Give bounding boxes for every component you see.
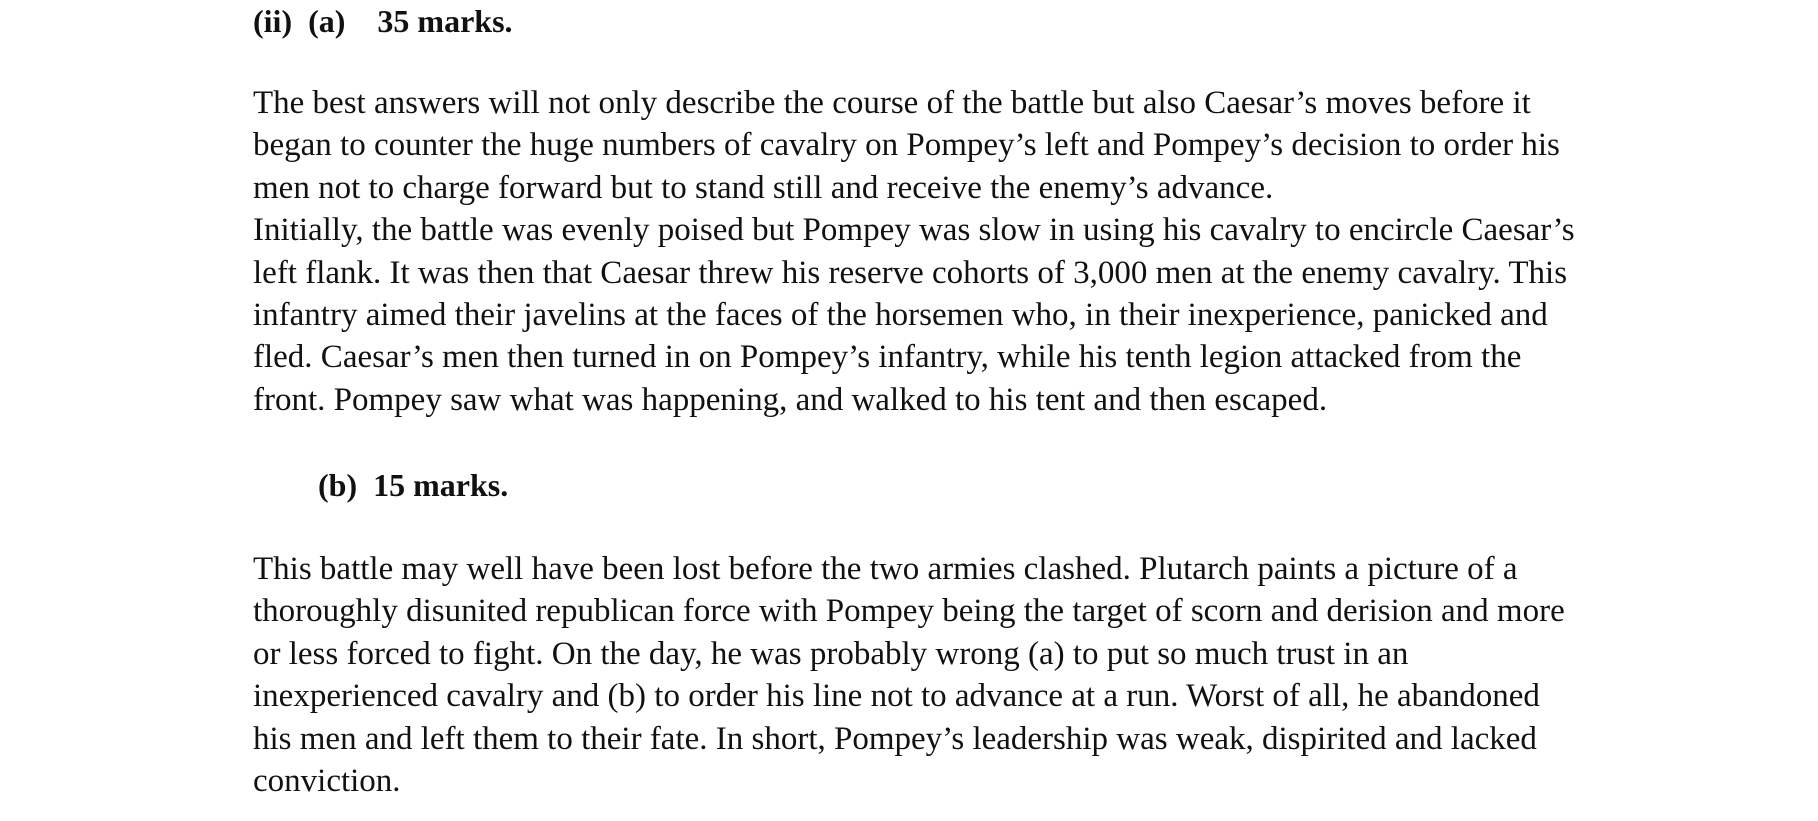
text-line: front. Pompey saw what was happening, and walked to his tent and then escaped. xyxy=(253,381,1328,418)
text-line: Initially, the battle was evenly poised but Pompey was slow in using his cavalry to encircle Caesar’s xyxy=(253,212,1575,249)
text-line: began to counter the huge numbers of cavalry on Pompey’s left and Pompey’s decision to order his xyxy=(253,127,1560,164)
text-line: men not to charge forward but to stand still and receive the enemy’s advance. xyxy=(253,169,1274,206)
section-b-paragraph xyxy=(253,548,1565,802)
text-line: his men and left them to their fate. In short, Pompey’s leadership was weak, dispirited and lacked xyxy=(253,720,1537,757)
text-line: fled. Caesar’s men then turned in on Pompey’s infantry, while his tenth legion attacked from the xyxy=(253,339,1522,376)
text-line: The best answers will not only describe the course of the battle but also Caesar’s moves before it xyxy=(253,85,1531,121)
text-line: thoroughly disunited republican force with Pompey being the target of scorn and derision and more xyxy=(253,593,1565,630)
section-a-heading: (ii) (a) 35 marks. xyxy=(253,3,513,39)
text-line: infantry aimed their javelins at the faces of the horsemen who, in their inexperience, panicked and xyxy=(253,297,1548,334)
section-a-paragraph xyxy=(253,82,1575,421)
text-line: conviction. xyxy=(253,763,401,800)
text-line: inexperienced cavalry and (b) to order his line not to advance at a run. Worst of all, he abandoned xyxy=(253,678,1540,715)
text-line: This battle may well have been lost before the two armies clashed. Plutarch paints a picture of a xyxy=(253,551,1518,587)
text-line: left flank. It was then that Caesar threw his reserve cohorts of 3,000 men at the enemy cavalry. This xyxy=(253,254,1568,291)
text-line: or less forced to fight. On the day, he was probably wrong (a) to put so much trust in an xyxy=(253,635,1409,672)
section-b-heading: (b) 15 marks. xyxy=(318,467,509,503)
